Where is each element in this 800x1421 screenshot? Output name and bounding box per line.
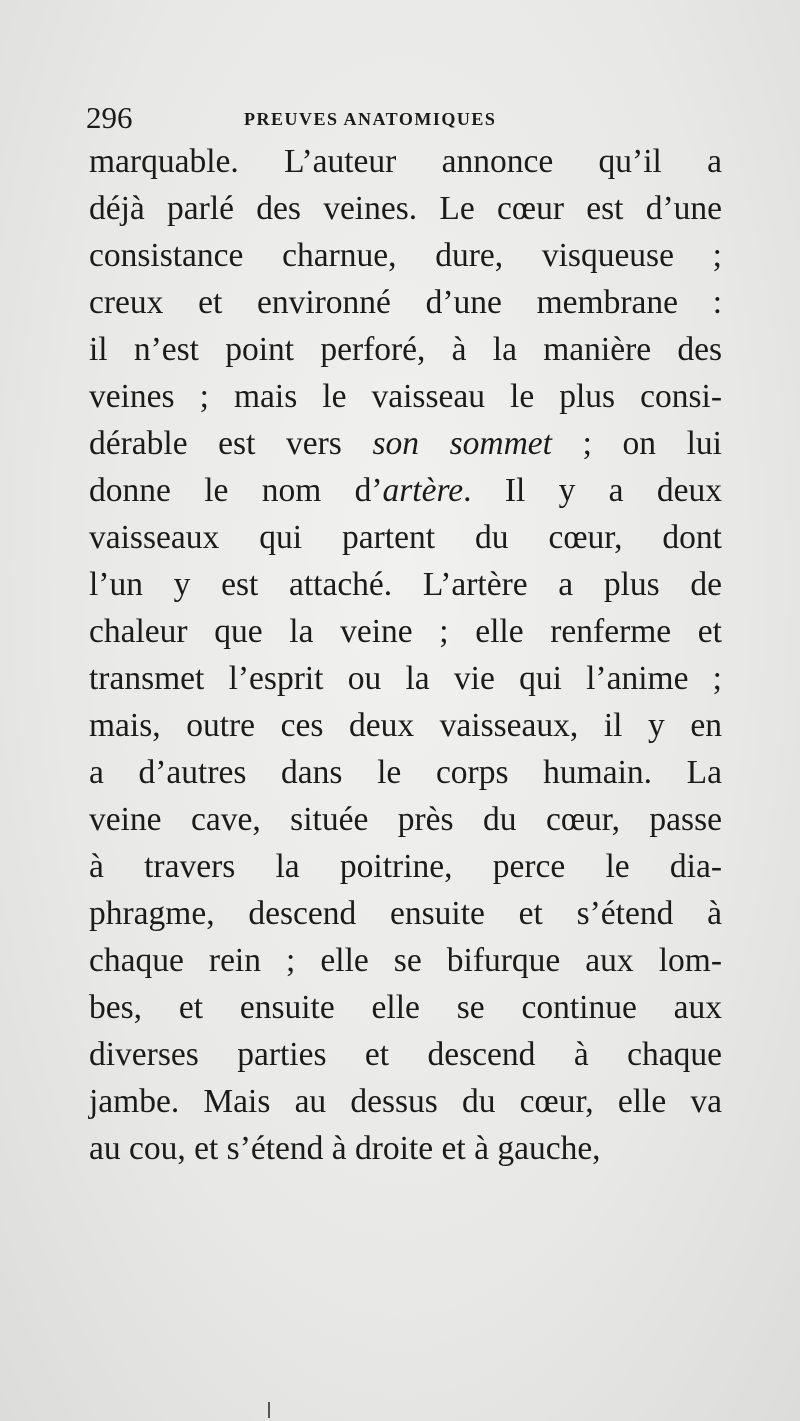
- text-line: [89, 749, 722, 796]
- text-segment: diverses parties et descend à chaque: [89, 1036, 722, 1073]
- text-segment: consistance charnue, dure, visqueuse ;: [89, 237, 722, 274]
- text-segment: veines ; mais le vaisseau le plus consi-: [89, 378, 722, 415]
- text-segment: jambe. Mais au dessus du cœur, elle va: [89, 1083, 722, 1120]
- text-segment: il n’est point perforé, à la manière des: [89, 331, 722, 368]
- text-line: [89, 984, 722, 1031]
- text-line: [89, 373, 722, 420]
- text-line: [89, 702, 722, 749]
- text-line: [89, 138, 722, 185]
- text-segment: à travers la poitrine, perce le dia-: [89, 848, 722, 885]
- text-segment: vaisseaux qui partent du cœur, dont: [89, 519, 722, 556]
- text-line: [89, 185, 722, 232]
- italic-text: son sommet: [372, 425, 552, 462]
- text-segment: mais, outre ces deux vaisseaux, il y en: [89, 707, 722, 744]
- text-line: [89, 279, 722, 326]
- text-segment: déjà parlé des veines. Le cœur est d’une: [89, 190, 722, 227]
- text-line: [89, 1125, 722, 1172]
- text-segment: transmet l’esprit ou la vie qui l’anime ;: [89, 660, 722, 697]
- text-segment: ; on lui: [551, 425, 722, 462]
- text-segment: a d’autres dans le corps humain. La: [89, 754, 722, 791]
- text-segment: chaque rein ; elle se bifurque aux lom-: [89, 942, 722, 979]
- text-segment: phragme, descend ensuite et s’étend à: [89, 895, 722, 932]
- text-segment: . Il y a deux: [463, 472, 722, 509]
- text-line: [89, 467, 722, 514]
- text-line: [89, 937, 722, 984]
- text-line: [89, 1031, 722, 1078]
- text-segment: donne le nom d’: [89, 472, 383, 509]
- text-segment: l’un y est attaché. L’artère a plus de: [89, 566, 722, 603]
- text-segment: dérable est vers: [89, 425, 373, 462]
- text-segment: marquable. L’auteur annonce qu’il a: [89, 143, 722, 180]
- text-segment: chaleur que la veine ; elle renferme et: [89, 613, 722, 650]
- text-line: [89, 890, 722, 937]
- text-line: [89, 561, 722, 608]
- running-head: PREUVES ANATOMIQUES: [244, 109, 497, 129]
- text-line: [89, 326, 722, 373]
- text-segment: veine cave, située près du cœur, passe: [89, 801, 722, 838]
- text-line: [89, 1078, 722, 1125]
- margin-mark: [268, 1402, 270, 1418]
- text-segment: au cou, et s’étend à droite et à gauche,: [89, 1130, 601, 1167]
- page-number: 296: [86, 100, 133, 135]
- text-line: [89, 843, 722, 890]
- text-line: [89, 420, 722, 467]
- text-line: [89, 796, 722, 843]
- italic-text: artère: [382, 472, 464, 509]
- text-segment: bes, et ensuite elle se continue aux: [89, 989, 722, 1026]
- page-header: [86, 100, 726, 136]
- text-line: [89, 514, 722, 561]
- body-text: [89, 138, 722, 1172]
- text-line: [89, 232, 722, 279]
- text-segment: creux et environné d’une membrane :: [89, 284, 722, 321]
- text-line: [89, 655, 722, 702]
- text-line: [89, 608, 722, 655]
